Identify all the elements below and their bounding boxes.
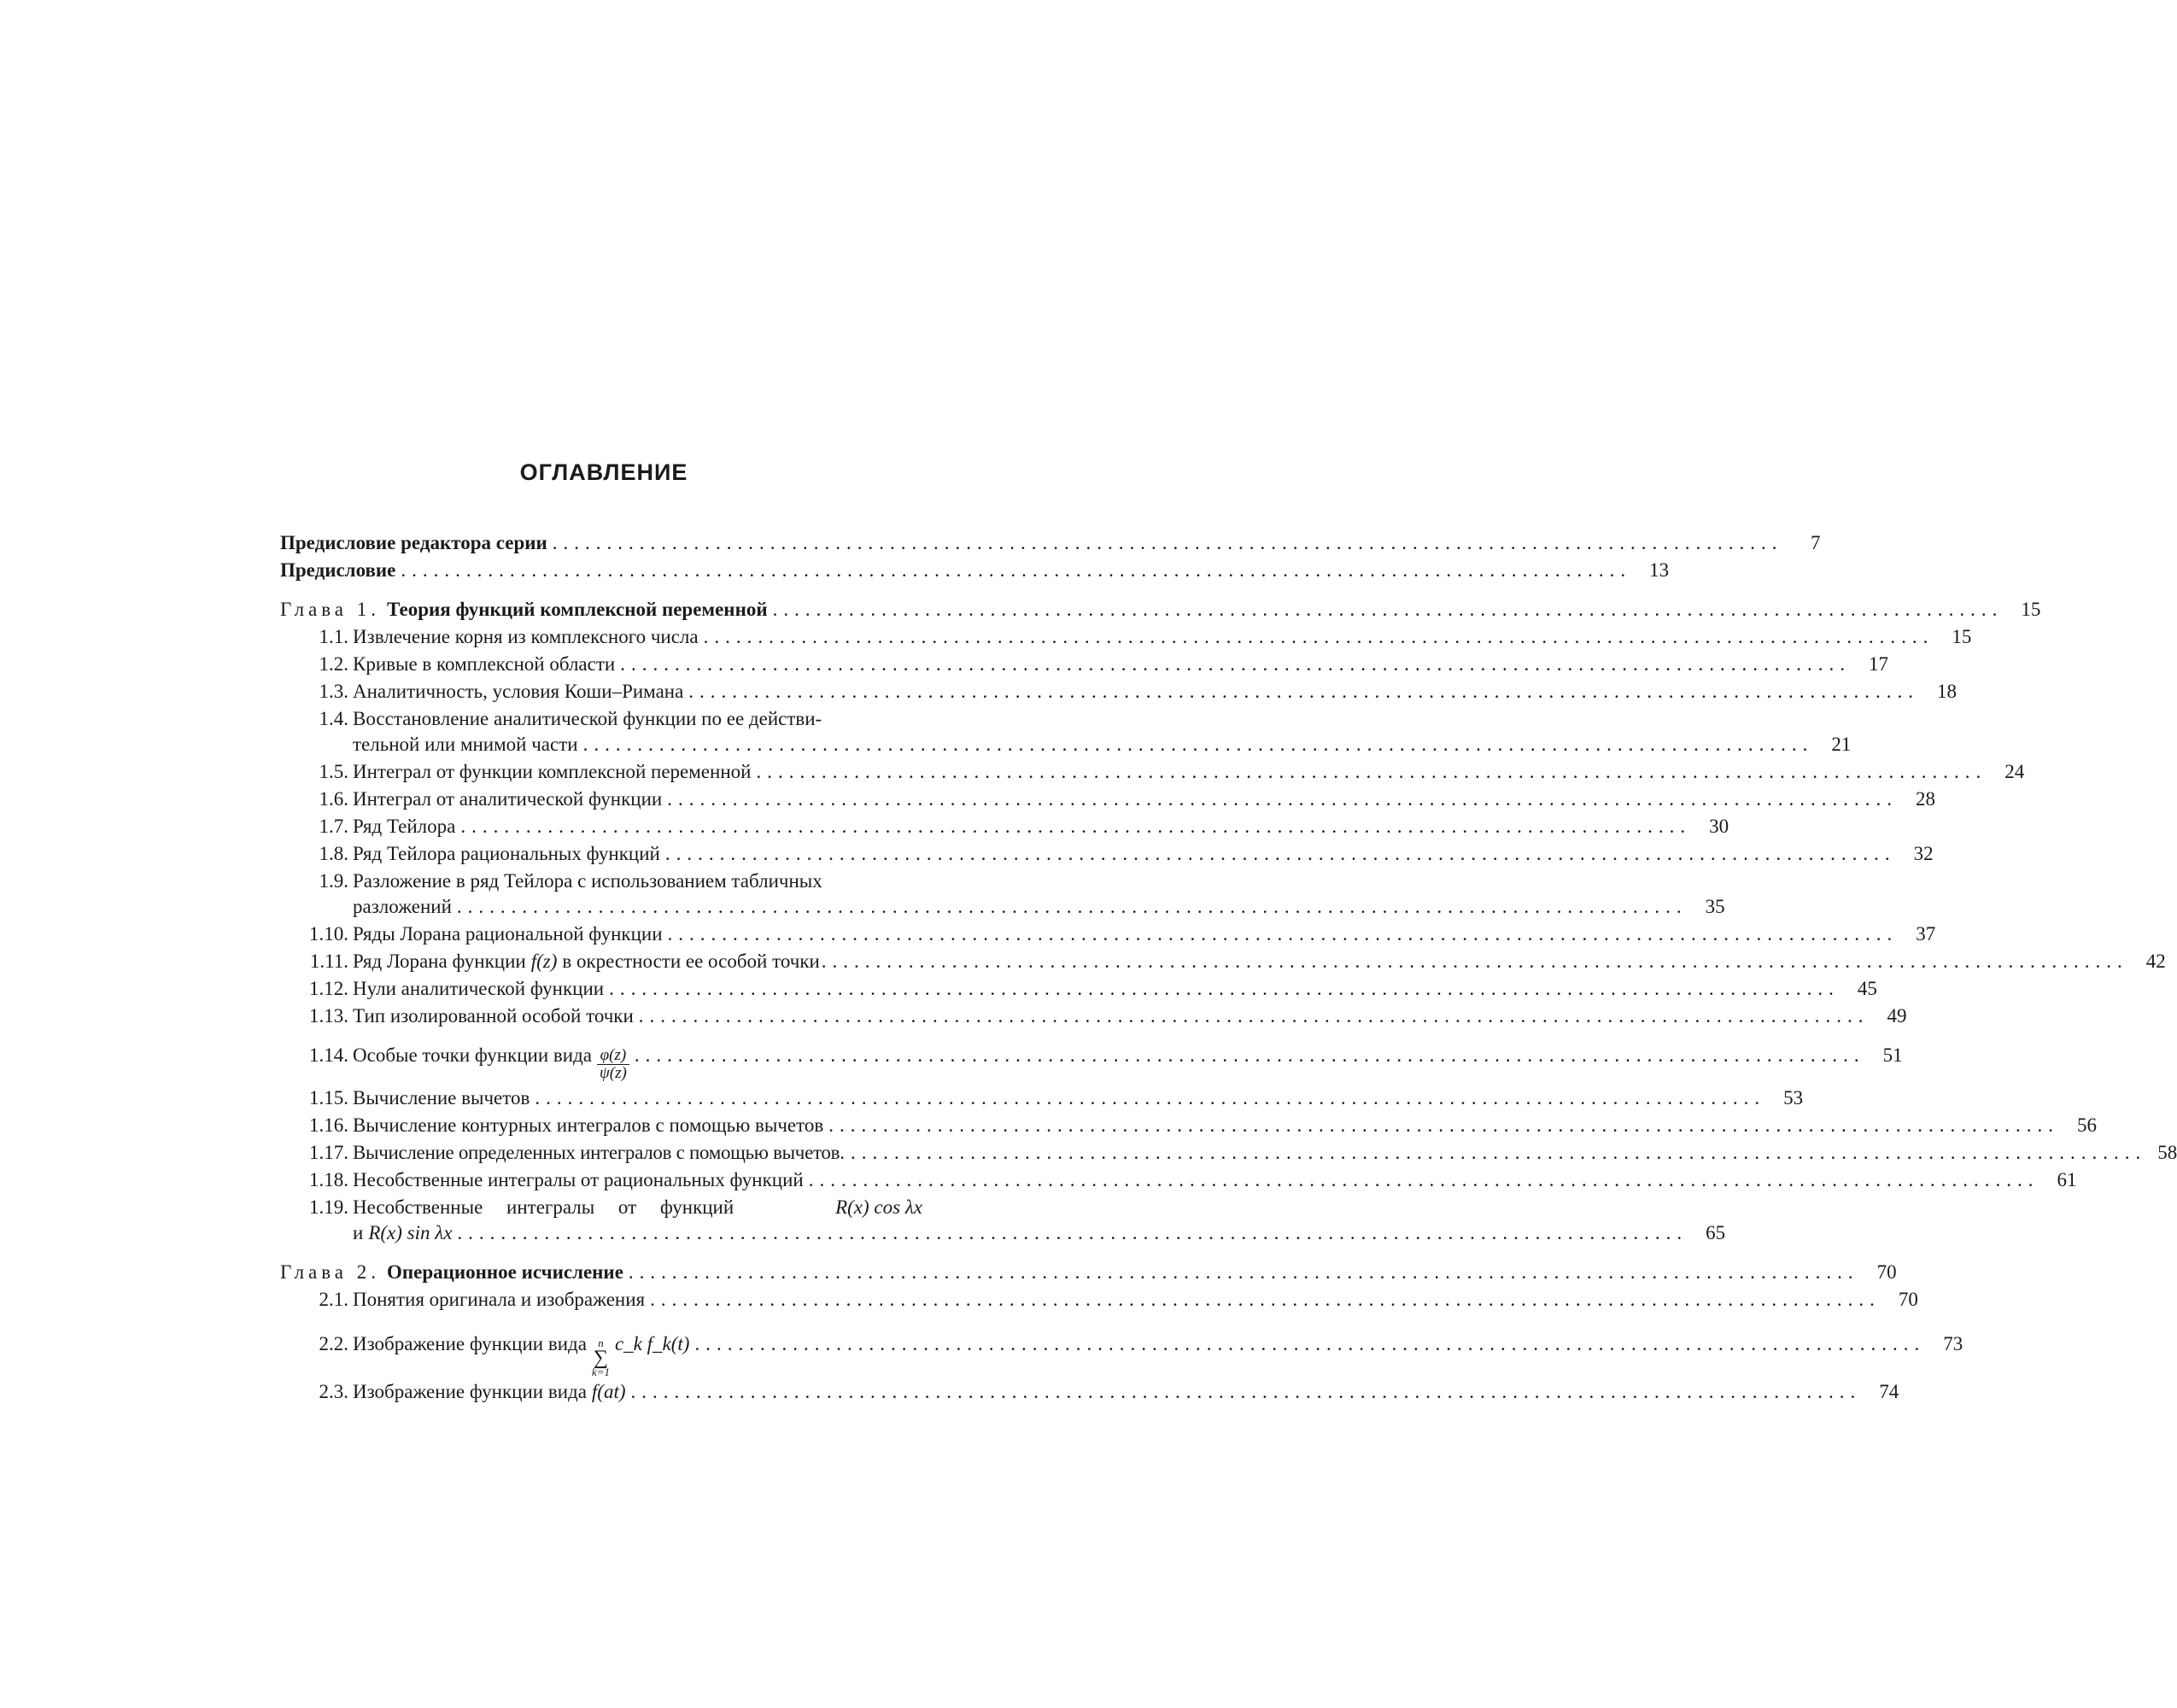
formula: R(x) cos λx: [835, 1196, 922, 1218]
section-title: Интеграл от аналитической функции: [353, 788, 663, 810]
toc-section-1-8[interactable]: [280, 840, 1934, 868]
dot-leader: ........................................................................................................................: [821, 951, 2128, 972]
section-title: Несобственные интегралы от рациональных функций: [353, 1169, 804, 1190]
section-number: 1.18.: [309, 1169, 348, 1190]
toc-section-1-10[interactable]: [280, 921, 1936, 948]
section-title: Разложение в ряд Тейлора с использованием табличных: [353, 870, 822, 892]
toc-page-number: 49: [1887, 1005, 1907, 1027]
toc-page-number: 30: [1709, 816, 1729, 837]
toc-page-number: 73: [1943, 1333, 1963, 1354]
toc-page-number: 21: [1831, 734, 1852, 755]
dot-leader: .................................................................................................................: [703, 626, 1934, 647]
section-number: 2.1.: [319, 1289, 348, 1310]
toc-page-number: 17: [1868, 653, 1888, 675]
dot-leader: .................................................................................................................: [535, 1087, 1766, 1108]
section-title: Ряд Тейлора рациональных функций: [353, 843, 660, 864]
formula: c_k f_k(t): [614, 1333, 690, 1354]
toc-section-2-3[interactable]: [280, 1378, 1899, 1406]
dot-leader: .................................................................................................................: [460, 816, 1692, 837]
toc-section-1-5[interactable]: [280, 758, 2025, 786]
toc-section-1-6[interactable]: [280, 786, 1935, 813]
toc-page-number: 42: [2145, 951, 2166, 972]
toc-page-number: 24: [2004, 761, 2025, 782]
toc-section-2-2[interactable]: [280, 1313, 1963, 1378]
toc-entry-preface[interactable]: [280, 557, 1670, 584]
page-title: ОГЛАВЛЕНИЕ: [519, 459, 688, 485]
toc-section-1-1[interactable]: [280, 623, 1972, 651]
section-title: Тип изолированной особой точки: [353, 1005, 634, 1027]
toc-section-2-1[interactable]: [280, 1286, 1918, 1313]
dot-leader: .................................................................................................................: [456, 896, 1688, 917]
dot-leader: .................................................................................................................: [401, 559, 1632, 581]
section-number: 1.4.: [319, 708, 348, 729]
dot-leader: .................................................................................................................: [772, 599, 2004, 620]
section-title: Интеграл от функции комплексной переменной: [353, 761, 752, 782]
toc-entry-label: Предисловие редактора серии: [280, 532, 547, 553]
toc-page-number: 18: [1937, 681, 1958, 702]
section-title: Вычисление определенных интегралов с помощью вычетов: [353, 1142, 840, 1163]
toc-page-number: 56: [2077, 1114, 2097, 1136]
section-number: 1.12.: [309, 978, 348, 999]
toc-section-1-7[interactable]: [280, 813, 1729, 840]
toc-page-number: 45: [1857, 978, 1877, 999]
toc-page-number: 61: [2057, 1169, 2077, 1190]
chapter-title: Теория функций комплексной переменной: [387, 599, 768, 620]
dot-leader: .................................................................................................................: [667, 923, 1899, 945]
section-number: 1.3.: [319, 681, 348, 702]
toc-page-number: 51: [1882, 1044, 1903, 1066]
toc-entry-label: Предисловие: [280, 559, 396, 581]
formula: f(at): [591, 1381, 626, 1402]
dot-leader: .................................................................................................................: [694, 1333, 1926, 1354]
sum-lower-limit: k=1: [591, 1366, 610, 1378]
fraction-formula: [597, 1047, 629, 1082]
section-number: 1.10.: [309, 923, 348, 945]
toc-page-number: 13: [1649, 559, 1670, 581]
fraction-denominator: ψ(z): [599, 1064, 627, 1082]
dot-leader: .................................................................................................................: [828, 1114, 2059, 1136]
section-title: Изображение функции вида: [353, 1381, 587, 1402]
dot-leader: .................................................................................................................: [664, 843, 1896, 864]
toc-page-number: 70: [1898, 1289, 1918, 1310]
dot-leader: .................................................................................................................: [650, 1289, 1881, 1310]
section-title: Ряд Лорана функции: [353, 951, 526, 972]
dot-leader: .................................................................................................................: [634, 1044, 1865, 1066]
toc-section-1-4[interactable]: [280, 705, 1852, 757]
toc-page-number: 58: [2157, 1142, 2177, 1163]
dot-leader: .................................................................................................................: [620, 653, 1851, 675]
section-title: Нули аналитической функции: [353, 978, 605, 999]
section-title: Аналитичность, условия Коши–Римана: [353, 681, 684, 702]
toc-section-1-2[interactable]: [280, 651, 1888, 678]
dot-leader: .................................................................................................................: [630, 1381, 1862, 1402]
section-number: 2.2.: [319, 1333, 348, 1354]
section-title-continued: и: [353, 1222, 364, 1243]
toc-page-number: 53: [1783, 1087, 1804, 1108]
section-title: Несобственные интегралы от функций: [353, 1196, 734, 1218]
section-number: 1.9.: [319, 870, 348, 892]
section-number: 1.17.: [309, 1142, 348, 1163]
toc-section-1-12[interactable]: [280, 975, 1877, 1003]
toc-section-1-15[interactable]: [280, 1085, 1804, 1112]
toc-section-1-14[interactable]: [280, 1032, 1903, 1082]
toc-section-1-3[interactable]: [280, 678, 1958, 705]
section-title: Вычисление контурных интегралов с помощью вычетов: [353, 1114, 824, 1136]
toc-page-number: 15: [1952, 626, 1972, 647]
dot-leader: .................................................................................................................: [688, 681, 1920, 702]
section-number: 1.8.: [319, 843, 348, 864]
section-title: Вычисление вычетов: [353, 1087, 530, 1108]
chapter-prefix: Глава 2.: [280, 1261, 381, 1283]
section-title: Особые точки функции вида: [353, 1044, 592, 1066]
toc-page-number: 74: [1879, 1381, 1899, 1402]
formula: f(z): [530, 951, 558, 972]
section-number: 1.19.: [309, 1196, 348, 1218]
toc-section-1-18[interactable]: [280, 1167, 2077, 1194]
section-number: 1.2.: [319, 653, 348, 675]
section-number: 1.5.: [319, 761, 348, 782]
section-number: 2.3.: [319, 1381, 348, 1402]
dot-leader: ........................................................................................................................: [840, 1142, 2147, 1163]
section-title: Кривые в комплексной области: [353, 653, 616, 675]
section-title: Изображение функции вида: [353, 1333, 587, 1354]
section-title: Извлечение корня из комплексного числа: [353, 626, 699, 647]
section-number: 1.1.: [319, 626, 348, 647]
toc-page-number: 15: [2021, 599, 2041, 620]
toc-section-1-16[interactable]: [280, 1112, 2097, 1139]
dot-leader: .................................................................................................................: [808, 1169, 2039, 1190]
section-title-continued: тельной или мнимой части: [353, 734, 578, 755]
fraction-numerator: φ(z): [597, 1047, 629, 1065]
dot-leader: .................................................................................................................: [457, 1222, 1688, 1243]
toc-entry-editor-preface[interactable]: [280, 529, 1821, 557]
section-title: Ряд Тейлора: [353, 816, 456, 837]
section-title: Понятия оригинала и изображения: [353, 1289, 646, 1310]
dot-leader: .................................................................................................................: [638, 1005, 1870, 1027]
dot-leader: .................................................................................................................: [667, 788, 1898, 810]
toc-section-1-19[interactable]: [280, 1194, 1726, 1245]
chapter-title: Операционное исчисление: [387, 1261, 623, 1283]
dot-leader: .................................................................................................................: [609, 978, 1840, 999]
sum-sign: ∑: [593, 1347, 608, 1369]
toc-page-number: 32: [1913, 843, 1934, 864]
toc-chapter-1[interactable]: [280, 596, 2041, 623]
chapter-prefix: Глава 1.: [280, 599, 381, 620]
toc-page-number: 37: [1916, 923, 1936, 945]
toc-chapter-2[interactable]: [280, 1259, 1897, 1286]
section-number: 1.15.: [309, 1087, 348, 1108]
sum-upper-limit: n: [598, 1337, 604, 1349]
section-title-after-formula: в окрестности ее особой точки: [562, 951, 820, 972]
dot-leader: .................................................................................................................: [628, 1261, 1859, 1283]
toc-page-number: 70: [1876, 1261, 1897, 1283]
section-title-continued: разложений: [353, 896, 452, 917]
toc-page-number: 7: [1811, 532, 1821, 553]
dot-leader: .................................................................................................................: [552, 532, 1783, 553]
toc-section-1-9[interactable]: [280, 868, 1725, 919]
section-number: 1.16.: [309, 1114, 348, 1136]
section-number: 1.7.: [319, 816, 348, 837]
section-number: 1.6.: [319, 788, 348, 810]
section-number: 1.14.: [309, 1044, 348, 1066]
section-number: 1.11.: [309, 951, 348, 972]
toc-page-number: 65: [1706, 1222, 1726, 1243]
sum-formula: [592, 1337, 610, 1378]
toc-section-1-17[interactable]: [280, 1139, 2177, 1167]
toc-section-1-11[interactable]: [280, 948, 2166, 975]
section-number: 1.13.: [309, 1005, 348, 1027]
formula-continued: R(x) sin λx: [368, 1222, 453, 1243]
toc-page-number: 28: [1915, 788, 1935, 810]
toc-section-1-13[interactable]: [280, 1003, 1907, 1030]
dot-leader: .................................................................................................................: [582, 734, 1814, 755]
dot-leader: .................................................................................................................: [756, 761, 1987, 782]
section-title: Восстановление аналитической функции по ее действи-: [353, 708, 822, 729]
section-title: Ряды Лорана рациональной функции: [353, 923, 663, 945]
toc-page-number: 35: [1705, 896, 1725, 917]
